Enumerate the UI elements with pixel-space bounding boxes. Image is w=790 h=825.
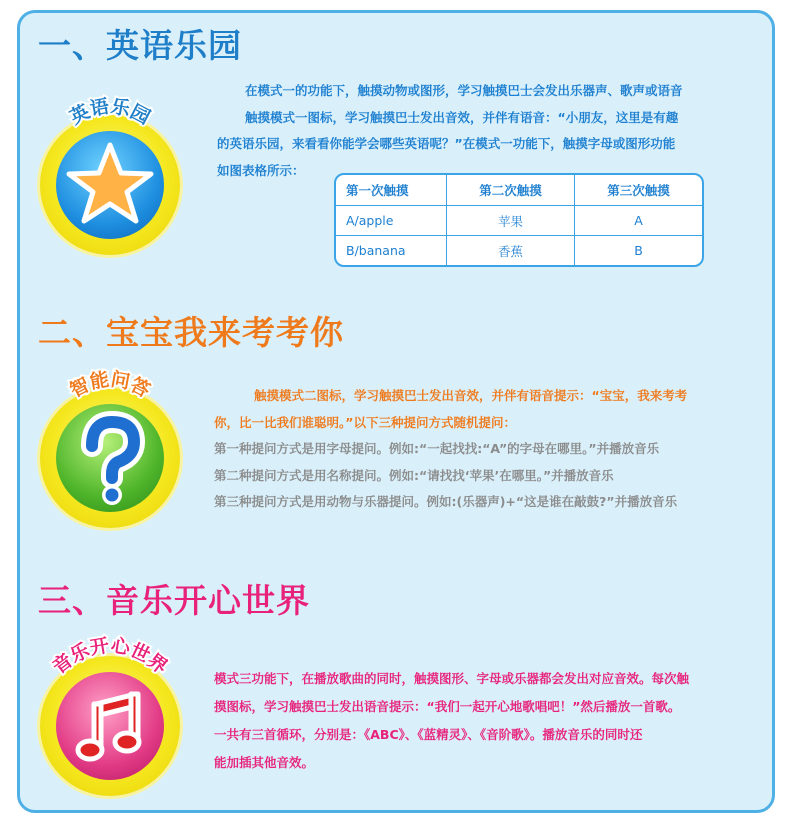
badge-arc-label: [30, 624, 190, 704]
table-cell: A/apple: [346, 213, 394, 228]
touch-table: [334, 173, 704, 267]
table-cell: B/banana: [346, 243, 406, 258]
music-world-badge: [40, 636, 180, 786]
badge-label: 英语乐园: [66, 95, 154, 129]
badge-arc-label: [30, 83, 190, 163]
section-2-text: [214, 383, 687, 516]
text-line: 如图表格所示：: [217, 162, 305, 178]
table-header: 第三次触摸: [574, 175, 702, 205]
table-header: 第一次触摸: [346, 183, 409, 198]
section-3-text: [214, 665, 689, 777]
smart-qa-badge: [40, 368, 180, 518]
section-1-text: [217, 78, 683, 184]
table-header: 第二次触摸: [446, 175, 574, 205]
text-line: 你，比一比我们谁聪明。”以下三种提问方式随机提问：: [214, 414, 516, 430]
section-1-heading: 一、英语乐园: [38, 26, 242, 65]
badge-label: 音乐开心世界: [48, 634, 172, 679]
text-line: 第二种提问方式是用名称提问。例如:“请找找‘苹果’在哪里。”并播放音乐: [214, 467, 614, 483]
text-line: 摸图标，学习触摸巴士发出语音提示：“我们一起开心地歌唱吧！”然后播放一首歌。: [214, 699, 681, 714]
section-2-heading: 二、宝宝我来考考你: [38, 313, 344, 352]
section-3-heading: 三、音乐开心世界: [38, 581, 310, 620]
svg-text:音乐开心世界: [48, 634, 172, 678]
table-cell: 香蕉: [446, 236, 574, 265]
svg-text:英语乐园: [66, 94, 154, 128]
text-line: 第一种提问方式是用字母提问。例如:“一起找找:“A”的字母在哪里。”并播放音乐: [214, 441, 660, 456]
text-line: 触摸模式一图标，学习触摸巴士发出音效，并伴有语音：“小朋友，这里是有趣: [245, 109, 679, 125]
english-garden-badge: [40, 95, 180, 245]
svg-text:智能问答: [66, 367, 154, 401]
table-row: [336, 235, 702, 265]
text-line: 模式三功能下，在播放歌曲的同时，触摸图形、字母或乐器都会发出对应音效。每次触: [214, 671, 690, 686]
text-line: 触摸模式二图标，学习触摸巴士发出音效，并伴有语音提示：“宝宝，我来考考: [254, 388, 688, 403]
table-header-row: [336, 175, 702, 205]
table-cell: 苹果: [446, 206, 574, 235]
text-line: 一共有三首循环，分别是：《ABC》、《蓝精灵》、《音阶歌》。播放音乐的同时还: [214, 727, 643, 742]
table-row: [336, 205, 702, 235]
text-line: 的英语乐园，来看看你能学会哪些英语呢？”在模式一功能下，触摸字母或图形功能: [217, 136, 676, 151]
text-line: 在模式一的功能下，触摸动物或图形，学习触摸巴士会发出乐器声、歌声或语音: [245, 83, 683, 98]
table-cell: B: [574, 236, 702, 265]
text-line: 能加插其他音效。: [214, 755, 315, 770]
table-cell: A: [574, 206, 702, 235]
badge-label: 智能问答: [66, 368, 154, 402]
text-line: 第三种提问方式是用动物与乐器提问。例如:(乐器声)+“这是谁在敲鼓?”并播放音乐: [214, 494, 678, 509]
badge-arc-label: [30, 356, 190, 436]
